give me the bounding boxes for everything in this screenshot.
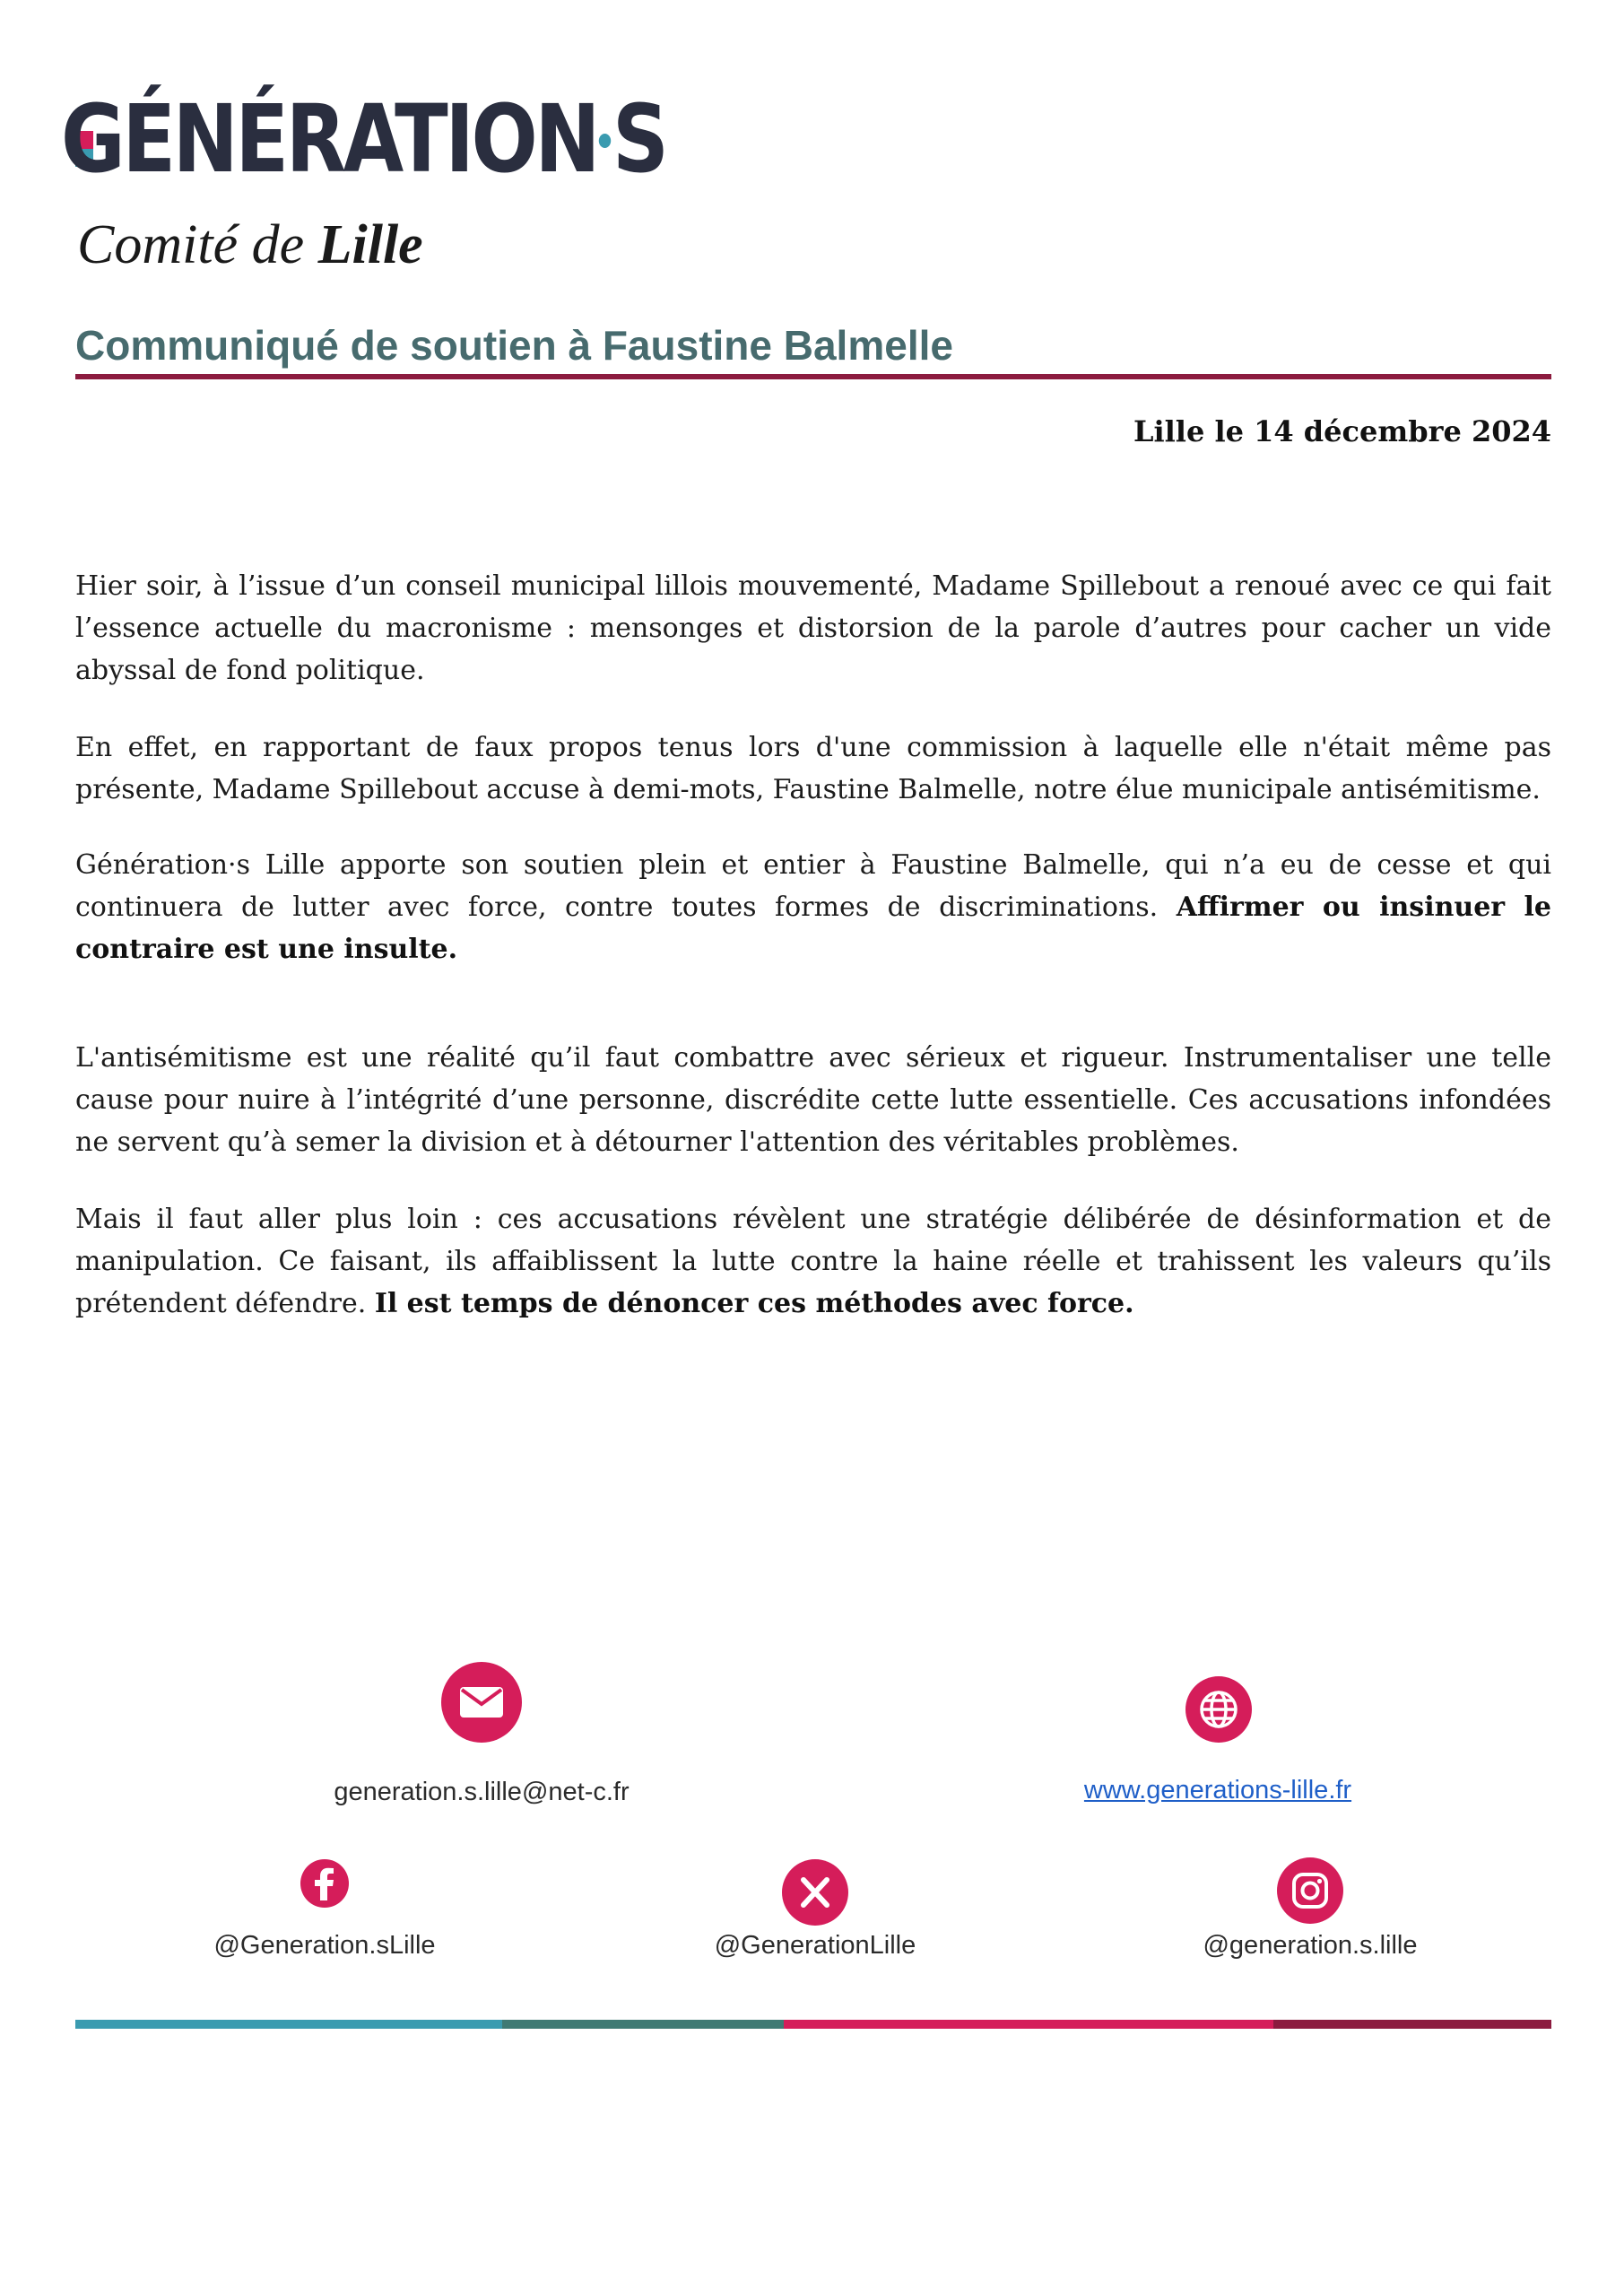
footer-bar-pink (784, 2020, 1273, 2029)
paragraph-4: L'antisémitisme est une réalité qu’il faut combattre avec sérieux et rigueur. Instrumentaliser une telle cause pour nuire à l’intégrité d’une personne, discrédite cette lutte essentielle. Ces accusations infondées ne servent qu’à semer la division et à détourner l'attention des véritables problèmes. (75, 1042, 1551, 1158)
paragraph-5: Mais il faut aller plus loin : ces accusations révèlent une stratégie délibérée de désinformation et de manipulation. Ce faisant, ils affaiblissent la lutte contre la haine réelle et trahissent les valeurs qu’ils prétendent défendre. Il est temps de dénoncer ces méthodes avec force. (75, 1204, 1551, 1319)
logo-wordmark: GÉNÉRATION S (61, 84, 666, 194)
title-divider (75, 374, 1551, 379)
website-link[interactable]: www.generations-lille.fr (1083, 1776, 1352, 1805)
committee-subtitle: Comité de Lille (77, 214, 423, 275)
footer-bar-crimson (1273, 2020, 1551, 2029)
footer-bar-green (502, 2020, 784, 2029)
globe-icon[interactable] (1185, 1676, 1252, 1743)
paragraph-1: Hier soir, à l’issue d’un conseil municipal lillois mouvementé, Madame Spillebout a renoué avec ce qui fait l’essence actuelle du macronisme : mensonges et distorsion de la parole d’autres pour cacher un vide abyssal de fond politique. (75, 570, 1551, 686)
press-release-date: Lille le 14 décembre 2024 (1133, 414, 1551, 448)
paragraph-2: En effet, en rapportant de faux propos tenus lors d'une commission à laquelle elle n'était même pas présente, Madame Spillebout accuse à demi-mots, Faustine Balmelle, notre élue municipale antisémitisme. (75, 732, 1551, 805)
facebook-icon[interactable] (300, 1859, 349, 1908)
instagram-icon[interactable] (1277, 1857, 1343, 1924)
email-address[interactable]: generation.s.lille@net-c.fr (334, 1778, 630, 1806)
x-twitter-icon[interactable] (782, 1859, 848, 1926)
generations-logo (61, 84, 795, 194)
page-title: Communiqué de soutien à Faustine Balmelle (75, 322, 953, 369)
footer-bar-teal (75, 2020, 502, 2029)
paragraph-3: Génération·s Lille apporte son soutien plein et entier à Faustine Balmelle, qui n’a eu de cesse et qui continuera de lutter avec force, contre toutes formes de discriminations. Affirmer ou insinuer le contraire est une insulte. (75, 849, 1551, 965)
logo-dot (599, 134, 611, 148)
x-handle[interactable]: @GenerationLille (714, 1931, 916, 1960)
instagram-handle[interactable]: @generation.s.lille (1203, 1931, 1418, 1960)
facebook-handle[interactable]: @Generation.sLille (213, 1931, 436, 1960)
email-icon[interactable] (441, 1662, 522, 1743)
